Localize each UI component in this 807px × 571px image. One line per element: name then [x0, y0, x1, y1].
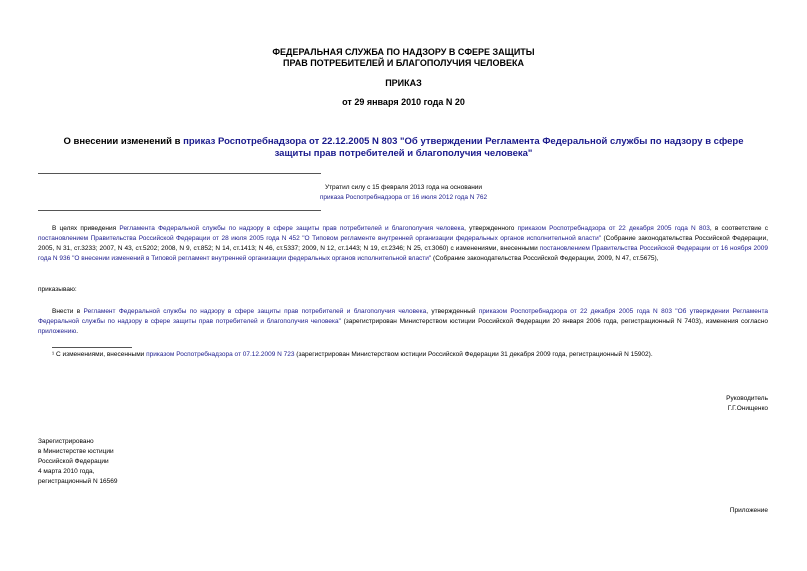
doc-date: от 29 января 2010 года N 20	[342, 97, 465, 107]
registration-line1: Зарегистрировано	[38, 438, 94, 445]
para1-link-resolution-452[interactable]: постановлением Правительства Российской Федерации от 28 июля 2005 года N 452 "О Типовом регламенте внутренней организации федеральных органов исполнительной власти"	[38, 235, 602, 242]
para1-text-3: , в соответствие с	[709, 225, 768, 232]
para2-text-4: , изменения согласно	[701, 318, 768, 325]
para2-text-3: (зарегистрирован Министерством юстиции Российской Федерации 20 января 2006 года, регистрационный N 7403)	[340, 318, 702, 325]
footnote-divider	[52, 347, 132, 348]
signature-name: Г.Г.Онищенко	[727, 405, 768, 412]
footnote-marker: ¹	[52, 351, 55, 358]
para1-link-resolution-936[interactable]: постановлением Правительства Российской Федерации от 16 ноября 2009 года N 936 "О внесении изменений в Типовой регламент внутренней организации федеральных органов исполнительной власти"	[38, 245, 768, 262]
doc-type: ПРИКАЗ	[385, 78, 422, 88]
para2-text-1: Внести в	[52, 308, 84, 315]
registration-block	[38, 437, 118, 487]
footnote-text-1: С изменениями, внесенными	[54, 351, 147, 358]
para2-link-appendix[interactable]: приложению	[38, 328, 77, 335]
order-word: приказываю:	[38, 286, 77, 293]
agency-name-line1: ФЕДЕРАЛЬНАЯ СЛУЖБА ПО НАДЗОРУ В СФЕРЕ ЗАЩИТЫ	[272, 47, 535, 57]
signature	[726, 394, 768, 414]
footnote-link-order-723[interactable]: приказом Роспотребнадзора от 07.12.2009 N 723	[146, 351, 295, 358]
para2-link-reglament[interactable]: Регламент Федеральной службы по надзору в сфере защиты прав потребителей и благополучия человека	[83, 308, 427, 315]
registration-line4: 4 марта 2010 года,	[38, 468, 95, 475]
divider-top	[38, 173, 321, 174]
para2-link-order-803[interactable]: приказом Роспотребнадзора от 22 декабря 2005 года N 803 "Об утверждении Регламента Федеральной службы по надзору в сфере защиты прав потребителей и благополучия человека"	[38, 308, 768, 325]
doc-title	[60, 136, 747, 160]
status-note-line1: Утратил силу с 15 февраля 2013 года на основании	[324, 184, 483, 191]
footnote-text-2: (зарегистрирован Министерством юстиции Российской Федерации 31 декабря 2009 года, регистрационный N 15902).	[294, 351, 653, 358]
paragraph-preamble	[38, 224, 768, 264]
title-prefix: О внесении изменений в	[63, 136, 184, 147]
footnote	[52, 350, 768, 360]
title-link[interactable]: приказ Роспотребнадзора от 22.12.2005 N 803 "Об утверждении Регламента Федеральной службы по надзору в сфере защиты прав потребителей и благополучия человека"	[183, 136, 744, 159]
status-note	[250, 183, 557, 203]
para1-text-4: (Собрание законодательства Российской Федерации, 2005, N 31, ст.3233; 2007, N 43, ст.5202; 2008, N 9, ст.852; N 14, ст.1413; N 46, ст.5337; 2009, N 12, ст.1443; N 19, ст.2346; N 25, ст.3060) с изменениями, внесенными	[38, 235, 768, 252]
status-note-link[interactable]: приказа Роспотребнадзора от 16 июля 2012 года N 762	[319, 194, 488, 201]
signature-role: Руководитель	[726, 395, 768, 402]
para1-text-2: , утвержденного	[464, 225, 518, 232]
agency-name-line2: ПРАВ ПОТРЕБИТЕЛЕЙ И БЛАГОПОЛУЧИЯ ЧЕЛОВЕКА	[283, 58, 524, 68]
para1-link-reglament[interactable]: Регламента Федеральной службы по надзору в сфере защиты прав потребителей и благополучия человека	[119, 225, 465, 232]
registration-line5: регистрационный N 16569	[38, 478, 118, 485]
registration-line3: Российской Федерации	[38, 458, 109, 465]
appendix-label: Приложение	[729, 507, 768, 514]
para1-text-5: (Собрание законодательства Российской Федерации, 2009, N 47, ст.5675),	[431, 255, 659, 262]
paragraph-order	[38, 307, 768, 337]
para2-text-2: , утвержденный	[426, 308, 479, 315]
para1-text-1: В целях приведения	[52, 225, 120, 232]
para2-text-5: .	[76, 328, 79, 335]
divider-bottom	[38, 210, 321, 211]
para1-link-order-803[interactable]: приказом Роспотребнадзора от 22 декабря 2005 года N 803	[517, 225, 710, 232]
registration-line2: в Министерстве юстиции	[38, 448, 114, 455]
